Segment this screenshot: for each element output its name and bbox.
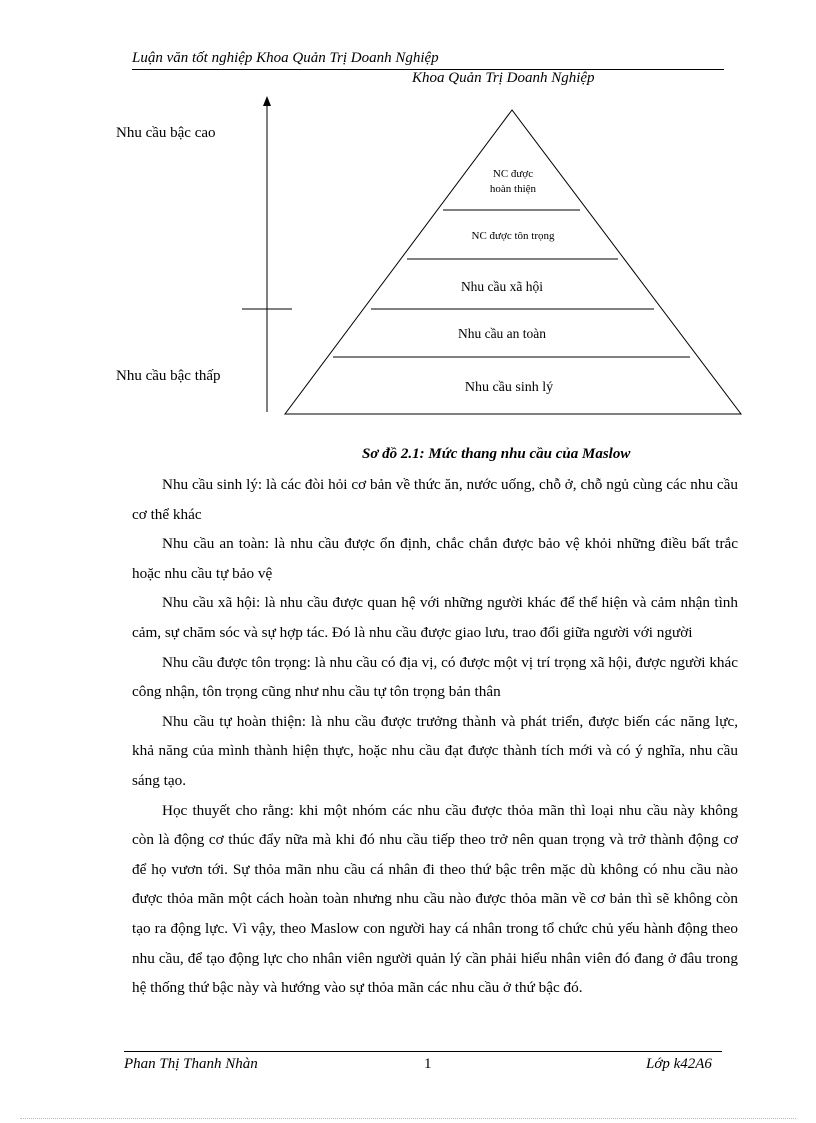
paragraph-theory: Học thuyết cho rằng: khi một nhóm các nhu cầu được thỏa mãn thì loại nhu cầu này không còn là động cơ thúc đẩy nữa mà khi đó nhu cầu tiếp theo trở nên quan trọng và trở thành động cơ để họ vươn tới. Sự thỏa mãn nhu cầu cá nhân đi theo thứ bậc trên mặc dù không có nhu cầu nào được thỏa mãn một cách hoàn toàn nhưng nhu cầu nào được thỏa mãn về cơ bản thì sẽ không còn tạo ra động lực. Vì vậy, theo Maslow con người hay cá nhân trong tổ chức chủ yếu hành động theo nhu cầu, để tạo động lực cho nhân viên người quản lý cần phải hiểu nhân viên đó đang ở đâu trong hệ thống thứ bậc này và hướng vào sự thỏa mãn các nhu cầu ở thứ bậc đó. <box>132 801 738 997</box>
level-self-actualization-line1: NC được <box>492 168 534 180</box>
level-safety: Nhu cầu an toàn <box>457 326 547 341</box>
label-high-needs: Nhu cầu bậc cao <box>116 125 216 141</box>
level-social: Nhu cầu xã hội <box>460 279 544 294</box>
level-self-actualization-line2: hoàn thiện <box>489 183 537 195</box>
pyramid-outline <box>285 110 741 414</box>
paragraph-physiological: Nhu cầu sinh lý: là các đòi hỏi cơ bản về thức ăn, nước uống, chỗ ở, chỗ ngủ cùng các nhu cầu cơ thể khác <box>132 476 738 523</box>
label-low-needs: Nhu cầu bậc thấp <box>116 368 221 384</box>
paragraph-safety: Nhu cầu an toàn: là nhu cầu được ổn định, chắc chắn được bảo vệ khỏi những điều bất trắc hoặc nhu cầu tự bảo vệ <box>132 535 738 582</box>
paragraph-esteem: Nhu cầu được tôn trọng: là nhu cầu có địa vị, có được một vị trí trọng xã hội, được người khác công nhận, tôn trọng cũng như nhu cầu tự tôn trọng bản thân <box>132 653 738 701</box>
paragraph-social: Nhu cầu xã hội: là nhu cầu được quan hệ với những người khác để thể hiện và cảm nhận tình cảm, sự chăm sóc và sự hợp tác. Đó là nhu cầu được giao lưu, trao đổi giữa người với người <box>132 594 738 641</box>
level-esteem: NC được tôn trọng <box>471 230 555 242</box>
axis-arrow-icon <box>263 96 271 106</box>
figure-caption: Sơ đồ 2.1: Mức thang nhu cầu của Maslow <box>362 446 631 462</box>
paragraph-self-actualization: Nhu cầu tự hoàn thiện: là nhu cầu được trưởng thành và phát triển, được biến các năng lực, khả năng của mình thành hiện thực, hoặc nhu cầu đạt được thành tích mới và có ý nghĩa, nhu cầu sáng tạo. <box>132 712 738 789</box>
header-subtitle: Khoa Quản Trị Doanh Nghiệp <box>412 70 595 86</box>
footer-rule <box>124 1051 722 1052</box>
level-physiological: Nhu cầu sinh lý <box>464 380 554 395</box>
maslow-pyramid-diagram <box>0 88 816 428</box>
page-number: 1 <box>424 1056 432 1072</box>
footer-author: Phan Thị Thanh Nhàn <box>124 1056 258 1072</box>
page-bottom-border <box>20 1118 796 1119</box>
body-text <box>132 470 738 1003</box>
header-title: Luận văn tốt nghiệp Khoa Quản Trị Doanh Nghiệp <box>132 50 439 66</box>
footer-class: Lớp k42A6 <box>646 1056 712 1072</box>
